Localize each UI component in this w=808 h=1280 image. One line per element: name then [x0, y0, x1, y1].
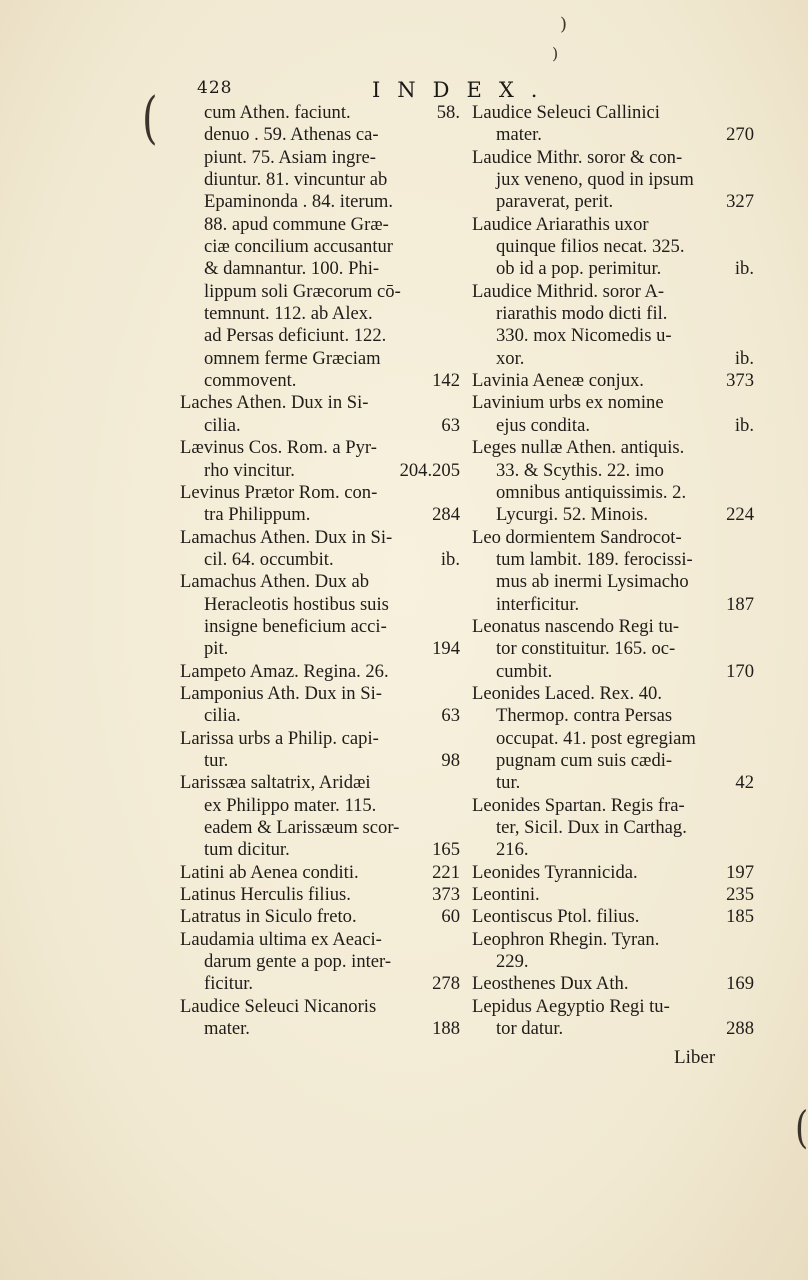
right-index-line	[472, 348, 754, 370]
right-index-line	[472, 772, 754, 794]
right-index-line	[472, 527, 754, 549]
index-page-ref: 197	[726, 861, 754, 883]
index-entry-text: Lavinia Aeneæ conjux.	[472, 370, 644, 392]
index-page-ref: 165	[432, 839, 460, 861]
right-index-line	[472, 102, 754, 124]
left-index-line	[180, 884, 460, 906]
index-page-ref: 204.205	[399, 459, 460, 481]
index-entry-text: ter, Sicil. Dux in Carthag.	[496, 817, 687, 838]
index-entry-text: 216.	[496, 839, 529, 861]
index-entry-text: interficitur.	[496, 593, 580, 615]
index-entry-text: ob id a pop. perimitur.	[496, 258, 662, 280]
index-page-ref: 170	[726, 660, 754, 682]
index-entry-text: Latini ab Aenea conditi.	[180, 861, 359, 883]
index-entry-text: Leontiscus Ptol. filius.	[472, 906, 640, 928]
index-entry-text: cilia.	[204, 705, 241, 727]
index-page-ref: 63	[441, 414, 460, 436]
index-page-ref: 169	[726, 973, 754, 995]
left-index-line	[180, 214, 460, 236]
index-entry-text: Laudice Mithrid. soror A-	[472, 280, 665, 302]
right-index-line	[472, 906, 754, 928]
index-entry-text: cil. 64. occumbit.	[204, 548, 334, 570]
right-index-line	[472, 214, 754, 236]
left-index-line	[180, 191, 460, 213]
left-index-line	[180, 527, 460, 549]
right-index-line	[472, 638, 754, 660]
index-entry-text: Leonides Tyrannicida.	[472, 861, 638, 883]
index-entry-text: rho vincitur.	[204, 459, 295, 481]
index-entry-text: Heracleotis hostibus suis	[204, 593, 389, 615]
right-index-line	[472, 370, 754, 392]
index-entry-text: Lampeto Amaz. Regina. 26.	[180, 660, 389, 682]
right-index-line	[472, 147, 754, 169]
index-page-ref: 194	[432, 638, 460, 660]
left-index-line	[180, 460, 460, 482]
index-page-ref: 60	[441, 906, 460, 928]
index-entry-text: Leosthenes Dux Ath.	[472, 973, 629, 995]
index-entry-text: Laudice Mithr. soror & con-	[472, 146, 683, 168]
margin-bracket-mark-right: (	[795, 1102, 808, 1154]
right-index-line	[472, 951, 754, 973]
index-entry-text: Lamachus Athen. Dux ab	[180, 571, 369, 593]
right-index-line	[472, 795, 754, 817]
index-entry-text: pugnam cum suis cædi-	[496, 749, 673, 771]
index-entry-text: Leontini.	[472, 884, 540, 906]
right-index-line	[472, 460, 754, 482]
index-page-ref: ib.	[734, 258, 754, 280]
index-entry-text: ficitur.	[204, 973, 254, 995]
right-index-line	[472, 504, 754, 526]
left-index-line	[180, 594, 460, 616]
left-index-line	[180, 661, 460, 683]
right-index-line	[472, 661, 754, 683]
left-index-line	[180, 169, 460, 191]
index-entry-text: occupat. 41. post egregiam	[496, 727, 696, 749]
right-index-line	[472, 258, 754, 280]
right-index-line	[472, 929, 754, 951]
catchword: Liber	[674, 1047, 716, 1068]
page-title: INDEX.	[372, 78, 555, 102]
index-page-ref: 58.	[436, 102, 460, 123]
left-index-line	[180, 124, 460, 146]
right-index-line	[472, 996, 754, 1018]
index-page-ref: 63	[441, 705, 460, 727]
margin-tick-mark: )	[552, 44, 559, 63]
index-entry-text: 229.	[496, 951, 529, 973]
index-entry-text: cilia.	[204, 414, 241, 436]
right-column	[472, 102, 754, 1040]
index-page-ref: ib.	[440, 548, 460, 570]
index-entry-text: mus ab inermi Lysimacho	[496, 571, 689, 593]
index-page-ref: 235	[726, 884, 754, 906]
index-entry-text: tum dicitur.	[204, 839, 290, 861]
left-index-line	[180, 147, 460, 169]
index-entry-text: riarathis modo dicti fil.	[496, 303, 668, 325]
index-entry-text: Laudice Ariarathis uxor	[472, 213, 649, 235]
index-entry-text: eadem & Larissæum scor-	[204, 817, 400, 838]
index-entry-text: paraverat, perit.	[496, 191, 614, 213]
index-entry-text: tum lambit. 189. ferocissi-	[496, 548, 693, 570]
left-index-line	[180, 862, 460, 884]
index-page-ref: 288	[726, 1018, 754, 1040]
left-index-line	[180, 705, 460, 727]
index-entry-text: jux veneno, quod in ipsum	[496, 169, 694, 191]
index-entry-text: Lepidus Aegyptio Regi tu-	[472, 995, 670, 1017]
index-entry-text: diuntur. 81. vincuntur ab	[204, 169, 388, 191]
index-entry-text: Larissa urbs a Philip. capi-	[180, 727, 379, 749]
index-entry-text: omnem ferme Græciam	[204, 347, 381, 369]
index-entry-text: ejus condita.	[496, 414, 590, 436]
right-index-line	[472, 236, 754, 258]
left-index-line	[180, 1018, 460, 1040]
right-index-line	[472, 750, 754, 772]
index-entry-text: lippum soli Græcorum cō-	[204, 280, 401, 302]
index-entry-text: Leonatus nascendo Regi tu-	[472, 615, 680, 637]
right-index-line	[472, 571, 754, 593]
index-entry-text: Lævinus Cos. Rom. a Pyr-	[180, 437, 377, 459]
index-page-ref: 188	[432, 1018, 460, 1040]
index-page-ref: 142	[432, 370, 460, 392]
left-index-line	[180, 437, 460, 459]
index-entry-text: Epaminonda . 84. iterum.	[204, 191, 393, 213]
index-page-ref: ib.	[734, 414, 754, 436]
index-entry-text: ex Philippo mater. 115.	[204, 794, 377, 816]
index-entry-text: tur.	[204, 749, 229, 771]
index-page-ref: 284	[432, 504, 460, 526]
margin-bracket-mark: (	[142, 86, 158, 152]
index-entry-text: Laudamia ultima ex Aeaci-	[180, 928, 382, 950]
left-index-line	[180, 281, 460, 303]
right-index-line	[472, 392, 754, 414]
right-index-line	[472, 973, 754, 995]
right-index-line	[472, 415, 754, 437]
index-page-ref: 98	[441, 749, 460, 771]
index-entry-text: commovent.	[204, 370, 297, 392]
index-entry-text: Larissæa saltatrix, Aridæi	[180, 772, 371, 794]
index-page-ref: 187	[726, 593, 754, 615]
index-entry-text: Latinus Herculis filius.	[180, 884, 351, 906]
index-page-ref: ib.	[734, 347, 754, 369]
left-index-line	[180, 482, 460, 504]
index-entry-text: 88. apud commune Græ-	[204, 213, 389, 235]
index-entry-text: tor constituitur. 165. oc-	[496, 638, 676, 660]
index-entry-text: Lamachus Athen. Dux in Si-	[180, 526, 393, 548]
index-entry-text: pit.	[204, 638, 229, 660]
right-index-line	[472, 817, 754, 839]
left-index-line	[180, 504, 460, 526]
index-entry-text: mater.	[204, 1018, 250, 1040]
left-index-line	[180, 236, 460, 258]
index-entry-text: 330. mox Nicomedis u-	[496, 325, 672, 347]
margin-tick-mark: )	[560, 14, 568, 35]
left-index-line	[180, 348, 460, 370]
index-entry-text: Laudice Seleuci Nicanoris	[180, 995, 377, 1017]
left-index-line	[180, 303, 460, 325]
index-entry-text: temnunt. 112. ab Alex.	[204, 303, 373, 325]
right-index-line	[472, 191, 754, 213]
left-index-line	[180, 102, 460, 124]
index-entry-text: tur.	[496, 772, 521, 794]
left-index-line	[180, 325, 460, 347]
left-index-line	[180, 839, 460, 861]
right-index-line	[472, 705, 754, 727]
left-index-line	[180, 996, 460, 1018]
index-entry-text: cumbit.	[496, 660, 553, 682]
right-index-line	[472, 683, 754, 705]
left-column	[180, 102, 460, 1040]
index-entry-text: Leonides Laced. Rex. 40.	[472, 682, 663, 704]
left-index-line	[180, 951, 460, 973]
index-entry-text: piunt. 75. Asiam ingre-	[204, 146, 376, 168]
index-entry-text: ciæ concilium accusantur	[204, 236, 393, 258]
index-entry-text: Laudice Seleuci Callinici	[472, 102, 660, 123]
index-entry-text: cum Athen. faciunt.	[204, 102, 351, 123]
right-index-line	[472, 437, 754, 459]
index-entry-text: Laches Athen. Dux in Si-	[180, 392, 369, 414]
left-index-line	[180, 258, 460, 280]
right-index-line	[472, 839, 754, 861]
right-index-line	[472, 1018, 754, 1040]
index-page-ref: 373	[432, 884, 460, 906]
index-entry-text: quinque filios necat. 325.	[496, 236, 685, 258]
right-index-line	[472, 549, 754, 571]
right-index-line	[472, 594, 754, 616]
index-entry-text: tor datur.	[496, 1018, 564, 1040]
left-index-line	[180, 906, 460, 928]
index-entry-text: ad Persas deficiunt. 122.	[204, 325, 387, 347]
index-entry-text: Lamponius Ath. Dux in Si-	[180, 682, 382, 704]
index-entry-text: mater.	[496, 124, 542, 146]
left-index-line	[180, 638, 460, 660]
index-entry-text: Thermop. contra Persas	[496, 705, 673, 727]
left-index-line	[180, 728, 460, 750]
left-index-line	[180, 616, 460, 638]
index-entry-text: Lavinium urbs ex nomine	[472, 392, 664, 414]
index-page-ref: 42	[735, 772, 754, 794]
right-index-line	[472, 862, 754, 884]
right-index-line	[472, 325, 754, 347]
index-entry-text: xor.	[496, 347, 525, 369]
index-entry-text: & damnantur. 100. Phi-	[204, 258, 380, 280]
right-index-line	[472, 616, 754, 638]
left-index-line	[180, 772, 460, 794]
left-index-line	[180, 929, 460, 951]
left-index-line	[180, 571, 460, 593]
right-index-line	[472, 482, 754, 504]
left-index-line	[180, 817, 460, 839]
index-entry-text: Leophron Rhegin. Tyran.	[472, 928, 660, 950]
right-index-line	[472, 169, 754, 191]
right-index-line	[472, 303, 754, 325]
right-index-line	[472, 884, 754, 906]
index-page-ref: 185	[726, 906, 754, 928]
right-index-line	[472, 281, 754, 303]
index-entry-text: Lycurgi. 52. Minois.	[496, 504, 649, 526]
index-entry-text: insigne beneficium acci-	[204, 615, 387, 637]
index-entry-text: Levinus Prætor Rom. con-	[180, 481, 378, 503]
index-entry-text: Leonides Spartan. Regis fra-	[472, 794, 685, 816]
page-number: 428	[197, 78, 233, 98]
index-entry-text: Latratus in Siculo freto.	[180, 906, 357, 928]
index-entry-text: omnibus antiquissimis. 2.	[496, 481, 687, 503]
index-entry-text: 33. & Scythis. 22. imo	[496, 459, 664, 481]
index-page-ref: 221	[432, 861, 460, 883]
left-index-line	[180, 973, 460, 995]
index-page-ref: 327	[726, 191, 754, 213]
index-page-ref: 373	[726, 370, 754, 392]
left-index-line	[180, 683, 460, 705]
left-index-line	[180, 415, 460, 437]
right-index-line	[472, 124, 754, 146]
left-index-line	[180, 549, 460, 571]
index-entry-text: Leo dormientem Sandrocot-	[472, 526, 682, 548]
index-entry-text: tra Philippum.	[204, 504, 311, 526]
index-entry-text: darum gente a pop. inter-	[204, 951, 392, 973]
left-index-line	[180, 795, 460, 817]
index-entry-text: denuo . 59. Athenas ca-	[204, 124, 379, 146]
right-index-line	[472, 728, 754, 750]
left-index-line	[180, 370, 460, 392]
left-index-line	[180, 392, 460, 414]
left-index-line	[180, 750, 460, 772]
index-page-ref: 278	[432, 973, 460, 995]
index-page-ref: 270	[726, 124, 754, 146]
index-entry-text: Leges nullæ Athen. antiquis.	[472, 437, 685, 459]
index-page-ref: 224	[726, 504, 754, 526]
